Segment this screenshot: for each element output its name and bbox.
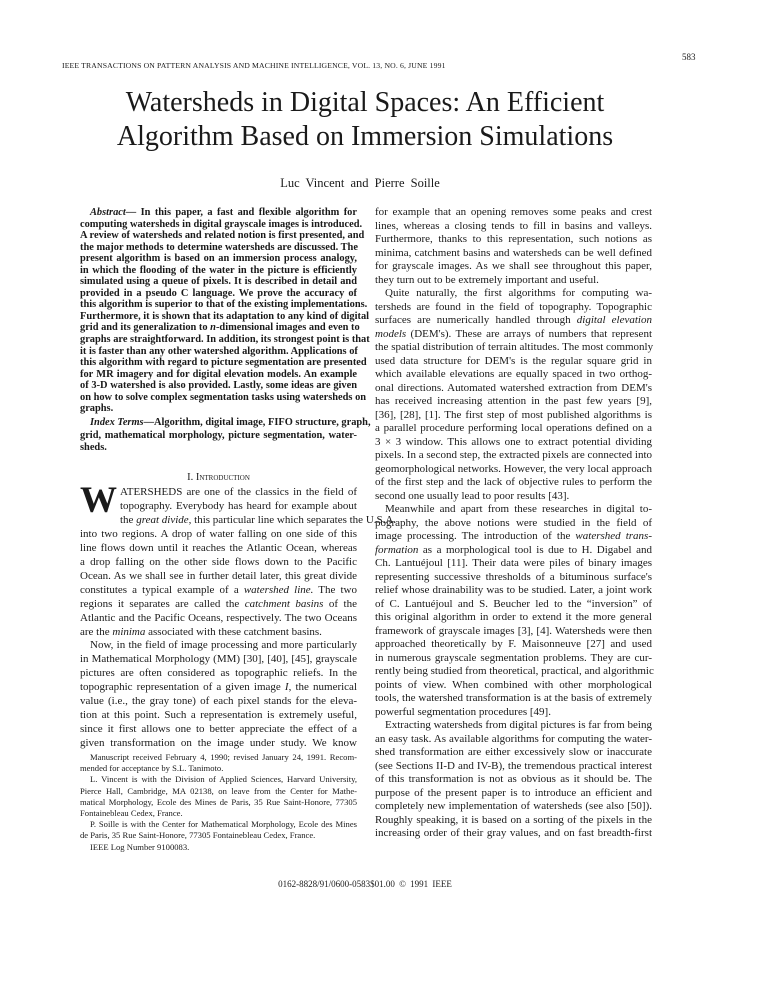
text: minima, catchment basins and watersheds can be well defined (375, 246, 652, 259)
text-line (80, 723, 357, 737)
text: completely new implementation of watersheds (see also [50]). (375, 800, 652, 812)
paragraph (80, 639, 357, 751)
text: for MR imagery and for digital elevation models. An example (80, 368, 357, 380)
text-line (375, 692, 652, 706)
text-line (375, 274, 652, 288)
text-line (375, 652, 652, 666)
italic-text: watershed trans- (575, 530, 652, 542)
text-line (80, 695, 357, 709)
text-line (80, 218, 363, 231)
text-line (375, 409, 652, 423)
text: which available elevations are equally spaced in two orthog- (375, 368, 652, 380)
text-line (375, 476, 652, 490)
italic-text: digital elevation (576, 314, 652, 326)
text-line (80, 513, 397, 528)
text: de Paris, 35 Rue Saint-Honore, 77305 Fontainebleau Cedex, France. (80, 830, 316, 841)
text: shed transformation are either excessively slow or inaccurate (375, 746, 652, 758)
text-line (80, 598, 357, 612)
text: a drop falling on the other side flows down to the Pacific (80, 555, 357, 568)
text: surfaces are numerically handled through (375, 314, 577, 326)
text: (DEM's). These are arrays of numbers that represent (406, 327, 652, 340)
text-line (80, 380, 357, 392)
text: associated with these catchment basins. (145, 625, 322, 638)
text-line (80, 808, 357, 819)
section-title: Introduction (195, 472, 250, 483)
text-line (375, 449, 652, 463)
text: second one usually lead to poor results [43]. (375, 489, 570, 502)
text: approached theoretically by F. Maisonneuve [27] and used (375, 638, 652, 650)
italic-text: I (284, 681, 289, 694)
text: used data structure for DEM's is the regular square grid in (375, 354, 652, 367)
text-line (80, 334, 370, 346)
text: this algorithm is superior to that of the existing implementations. (80, 299, 368, 311)
text: representing successive thresholds of a bituminous surface's (375, 570, 652, 583)
text: on how to solve complex segmentation tasks using watersheds on (80, 391, 367, 403)
text: (see Sections II-D and IV-B), the tremendous practical interest (375, 759, 652, 772)
text-line (375, 503, 652, 517)
text: lines, whereas a closing tends to fill in basins and valleys. (375, 219, 652, 232)
text: rently being studied from theoretical, practical, and algorithmic (375, 665, 654, 677)
paragraph (375, 503, 652, 719)
text-line (375, 625, 652, 639)
text-line (375, 328, 652, 342)
italic-text: catchment basins (244, 597, 324, 610)
text-line (80, 442, 357, 455)
text-line (375, 287, 652, 301)
text: as a morphological tool is due to H. Digabel and (418, 543, 652, 556)
paragraph (80, 417, 371, 455)
text-line (80, 322, 360, 334)
text-line (375, 395, 652, 409)
text: Pierce Hall, Cambridge, MA 02138, on leave from the Center for Mathe- (80, 785, 357, 796)
text-line (80, 681, 357, 695)
title-line: Algorithm Based on Immersion Simulations (116, 121, 614, 152)
text-line (375, 220, 652, 234)
text: of C. Lantuéjoul and S. Beucher led to the “inversion” of (375, 597, 652, 610)
italic-text: n (210, 322, 216, 334)
text: this original algorithm in order to extend it the more general (375, 611, 652, 623)
text: simulated using a queue of pixels. It is described in detail and (80, 276, 357, 288)
text-line (80, 667, 357, 681)
italic-text: formation (375, 543, 419, 556)
text-line (80, 230, 365, 242)
text-line (375, 341, 652, 355)
text: are the (80, 625, 113, 638)
authors: Luc Vincent and Pierre Soille (280, 176, 440, 190)
text-line (80, 786, 357, 797)
intro-right-column (375, 206, 652, 841)
text: Manuscript received February 4, 1990; revised January 24, 1991. Recom- (90, 752, 357, 762)
paragraph (375, 287, 652, 503)
text-line (375, 544, 652, 558)
text: Roughly speaking, it is based on a sorting of the pixels in the (375, 813, 652, 826)
text-line (375, 733, 652, 747)
text-line (375, 260, 652, 274)
text: P. Soille is with the Center for Mathematical Morphology, Ecole des Mines (90, 819, 357, 830)
drop-cap: W (80, 480, 117, 521)
text-line (375, 773, 652, 787)
text: Ch. Lantuéjoul [11]. Their data were piles of binary images (375, 557, 652, 569)
text: computing watersheds in digital grayscale images is introduced. (80, 218, 363, 230)
text: geomorphological networks. However, the very local approach (375, 462, 652, 475)
text-line (375, 314, 652, 328)
text: of the first step and the lack of objective rules to perform the (375, 476, 652, 488)
text-line (375, 814, 652, 828)
text-line (80, 830, 357, 841)
text: in which the flooding of the water in the picture is efficiently (80, 264, 357, 276)
text-line (80, 737, 357, 751)
text-line (80, 299, 368, 311)
text-line (80, 310, 370, 323)
text-line (116, 486, 357, 500)
text-line (80, 276, 357, 288)
text: the (120, 513, 137, 526)
text: the spatial distribution of terrain altitudes. The most commonly (375, 341, 654, 353)
paragraph (375, 719, 652, 841)
italic-text: minima (112, 625, 146, 638)
text: regions it separates are called the (80, 597, 245, 610)
text: Fontainebleau Cedex, France. (80, 808, 183, 819)
text-line (375, 490, 652, 504)
text: , the numerical (288, 681, 357, 694)
text-line (80, 265, 357, 277)
text-line (375, 827, 652, 841)
text: topographic representation of a given image (80, 681, 285, 694)
text-line (80, 570, 357, 584)
italic-text: Index Terms (90, 417, 144, 428)
text: grid, mathematical morphology, picture segmentation, water- (80, 429, 357, 441)
text: pography, the above notions were studied in the field of (375, 516, 652, 529)
text: Furthermore, thanks to this representation, such notions as (375, 233, 652, 245)
text-line (375, 233, 652, 247)
text: graphs are straightforward. In addition, its strongest point is that (80, 334, 370, 346)
text-line (375, 382, 652, 396)
text: framework of grayscale images [3], [4]. Watersheds were then (375, 624, 652, 637)
text-line (80, 797, 357, 808)
text-line (375, 679, 652, 693)
text: Meanwhile and apart from these researches in digital to- (385, 503, 652, 515)
paragraph (80, 819, 357, 841)
text: —Algorithm, digital image, FIFO structure, graph, (143, 417, 371, 428)
text-line (375, 611, 652, 625)
text-line (80, 556, 357, 570)
text: [36], [28], [1]. The first step of most published algorithms is (375, 408, 652, 421)
text-line (375, 787, 652, 801)
text-line (375, 760, 652, 774)
text-line (375, 638, 652, 652)
text: Atlantic and the Pacific Oceans, respectively. The two Oceans (80, 611, 357, 624)
text-line (375, 800, 652, 814)
text: present algorithm is based on an immersion process analogy, (80, 253, 357, 265)
text: 3 × 3 window. This allows one to extract potential dividing (375, 435, 652, 448)
text-line (80, 346, 357, 358)
paragraph (80, 842, 357, 853)
text-line (375, 422, 652, 436)
text-line (80, 542, 357, 556)
text: of 3-D watershed is also provided. Lastly, some ideas are given (80, 380, 357, 392)
title-line: Watersheds in Digital Spaces: An Efficient (125, 87, 605, 118)
text-line (375, 584, 652, 598)
text: -dimensional images and even to (215, 322, 360, 334)
text: constitutes a typical example of a (80, 583, 244, 596)
text-line (80, 207, 357, 219)
text-line (80, 288, 357, 300)
text-line (375, 436, 652, 450)
text: — In this paper, a fast and flexible algorithm for (125, 207, 357, 218)
text: matical Morphology, Ecole des Mines de Paris, 35 Rue Saint-Honore, 77305 (80, 796, 357, 807)
text: mended for acceptance by S.L. Tanimoto. (80, 763, 224, 774)
text: provided in a pseudo C language. We prove the accuracy of (80, 287, 357, 299)
text: this particular line which separates the U.S.A. (191, 513, 397, 526)
text: a parallel procedure performing local operations defined on a (375, 422, 652, 434)
text: onal directions. Automated watershed extraction from DEM's (375, 381, 652, 394)
italic-text: watershed line. (243, 583, 314, 596)
text-line (375, 247, 652, 261)
italic-text: models (375, 327, 407, 340)
text-line (80, 752, 357, 763)
paper-title (0, 86, 730, 154)
text-line (80, 430, 357, 443)
text: of this transformation is not as obvious as it should be. The (375, 773, 652, 785)
italic-text: great divide, (136, 513, 192, 526)
text-line (375, 665, 652, 679)
text-line (375, 746, 652, 760)
text: L. Vincent is with the Division of Applied Sciences, Harvard University, (90, 774, 357, 785)
section-number: I. (187, 472, 194, 483)
page-number: 583 (682, 52, 696, 62)
text: topography. Everybody has heard for example about (120, 499, 357, 512)
text-line (80, 842, 357, 853)
text-line (375, 517, 652, 531)
text: relief whose drainability was to be studied. Later, a joint work (375, 584, 652, 596)
text-line (80, 369, 357, 381)
text: tools, the watershed transformation is at the basis of extremely (375, 692, 652, 704)
text: The two (313, 583, 358, 596)
text: points of view. When combined with other morphological (375, 678, 652, 691)
text: image processing. The introduction of the (375, 530, 576, 542)
copyright-line: 0162-8828/91/0600-0583$01.00 © 1991 IEEE (278, 879, 452, 889)
text-line (375, 301, 652, 315)
text-line (80, 709, 357, 723)
paragraph (80, 774, 357, 819)
text: tion at this point. Such a representation is extremely useful, (80, 709, 357, 722)
abstract (80, 207, 370, 415)
italic-text: Abstract (90, 207, 126, 218)
footnotes (80, 752, 357, 853)
text-line (80, 584, 357, 598)
text-line (80, 357, 367, 369)
text-line (80, 391, 367, 404)
text-line (375, 368, 652, 382)
text: Furthermore, it is shown that its adaptation to any kind of digital (80, 310, 370, 322)
text-line (80, 242, 357, 254)
text: for grayscale images. As we shall see throughout this paper, (375, 260, 652, 272)
intro-left-column (80, 480, 397, 751)
text: IEEE Log Number 9100083. (90, 841, 190, 852)
text-line (375, 706, 652, 720)
text-line (80, 626, 357, 640)
text: Quite naturally, the first algorithms for computing wa- (385, 287, 652, 299)
text: in Mathematical Morphology (MM) [30], [40], [45], grayscale (80, 653, 357, 666)
text: Extracting watersheds from digital pictures is far from being (385, 719, 652, 731)
text-line (375, 719, 652, 733)
text: powerful segmentation procedures [49]. (375, 705, 551, 718)
text: in numerous grayscale segmentation problems. They are cur- (375, 651, 652, 664)
text-line (116, 500, 357, 514)
text-line (375, 206, 652, 220)
text: they turn out to be extremely important and useful. (375, 273, 599, 286)
text-line (375, 571, 652, 585)
text: given transformation on the image under study. We know (80, 737, 357, 750)
text: grid and its generalization to (80, 322, 211, 334)
text: increasing order of their gray values, and on fast breadth-first (375, 827, 652, 839)
text: Now, in the field of image processing and more particularly (90, 639, 357, 652)
text-line (80, 403, 357, 415)
text-line (80, 653, 357, 667)
text: since it first allows one to better appreciate the effect of a (80, 723, 357, 736)
text: pixels. In a second step, the extracted pixels are connected into (375, 449, 652, 461)
text-line (80, 639, 357, 653)
paragraph (80, 207, 370, 415)
text: an easy task. As available algorithms for computing the water- (375, 732, 652, 745)
text-line (375, 557, 652, 571)
text: the major methods to determine watersheds are discussed. The (80, 241, 358, 253)
text: for example that an opening removes some peaks and crest (375, 206, 652, 218)
text: tersheds are found in the field of topography. Topographic (375, 300, 652, 313)
text-line (375, 463, 652, 477)
text-line (80, 253, 357, 265)
running-header: IEEE TRANSACTIONS ON PATTERN ANALYSIS AND MACHINE INTELLIGENCE, VOL. 13, NO. 6, JUNE 1991 (62, 61, 446, 70)
text: value (i.e., the gray tone) of each pixel stands for the eleva- (80, 695, 357, 708)
text-line (80, 528, 357, 542)
text-line (80, 774, 357, 785)
text: sheds. (80, 442, 107, 453)
text: pictures are often considered as topographic reliefs. In the (80, 667, 357, 680)
text: into two regions. A drop of water falling on one side of this (80, 527, 357, 540)
paragraph (80, 752, 357, 774)
text-line (80, 417, 371, 430)
text-line (80, 612, 357, 626)
paragraph (375, 206, 652, 287)
text: it is faster than any other watershed algorithm. Applications of (80, 345, 358, 357)
text: of the (323, 597, 357, 610)
text: graphs. (80, 403, 114, 415)
text: this algorithm with regard to picture segmentation are presented (80, 357, 367, 369)
text: line flows down until it reaches the Atlantic Ocean, whereas (80, 541, 357, 554)
section-heading (80, 472, 357, 483)
text: ATERSHEDS are one of the classics in the field of (120, 486, 357, 498)
index-terms (80, 417, 371, 455)
text-line (375, 598, 652, 612)
text: has received increasing attention in the past few years [9], (375, 395, 652, 407)
text-line (80, 763, 357, 774)
text-line (375, 530, 652, 544)
text-line (375, 355, 652, 369)
text: purpose of the present paper is to introduce an efficient and (375, 786, 652, 799)
text: A review of watersheds and related notion is first presented, and (80, 230, 365, 242)
text-line (80, 819, 357, 830)
text: Ocean. As we shall see in further detail later, this great divide (80, 569, 357, 582)
